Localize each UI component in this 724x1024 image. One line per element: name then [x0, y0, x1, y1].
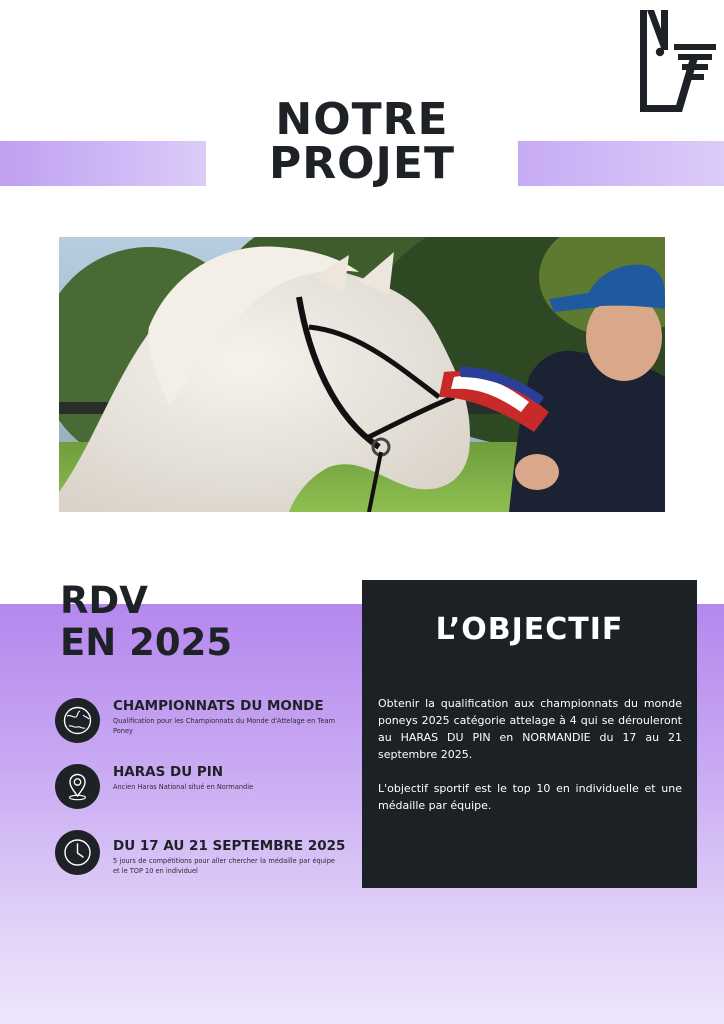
globe-icon	[55, 698, 100, 743]
objective-paragraph-1: Obtenir la qualification aux championnats du monde poneys 2025 catégorie attelage à 4 qui se dérouleront au HARAS DU PIN en NORMANDIE du 17 au 21 septembre 2025.	[378, 697, 682, 761]
rdv-line-2: EN 2025	[60, 621, 233, 664]
left-accent-band	[0, 141, 206, 186]
clock-icon	[55, 830, 100, 875]
title-line-1: NOTRE	[275, 94, 449, 145]
item-heading: HARAS DU PIN	[113, 764, 224, 780]
objective-paragraph-2: L'objectif sportif est le top 10 en individuelle et une médaille par équipe.	[378, 782, 682, 812]
title-line-2: PROJET	[269, 138, 455, 189]
horse-photo	[59, 237, 665, 512]
item-description: Ancien Haras National situé en Normandie	[113, 783, 254, 791]
rdv-line-1: RDV	[60, 579, 148, 622]
item-description: 5 jours de compétitions pour aller chercher la médaille par équipe et le TOP 10 en individuel	[113, 857, 335, 875]
item-description: Qualification pour les Championnats du Monde d'Attelage en Team Poney	[113, 717, 335, 735]
location-pin-icon	[55, 764, 100, 809]
objective-title: L’OBJECTIF	[435, 612, 624, 647]
objective-panel	[362, 580, 697, 888]
rdv-heading	[60, 580, 232, 664]
nf-monogram-icon	[638, 8, 718, 114]
item-heading: CHAMPIONNATS DU MONDE	[113, 698, 324, 714]
page-title	[206, 94, 518, 189]
item-heading: DU 17 AU 21 SEPTEMBRE 2025	[113, 838, 346, 854]
objective-text	[378, 695, 682, 831]
right-accent-band	[518, 141, 724, 186]
